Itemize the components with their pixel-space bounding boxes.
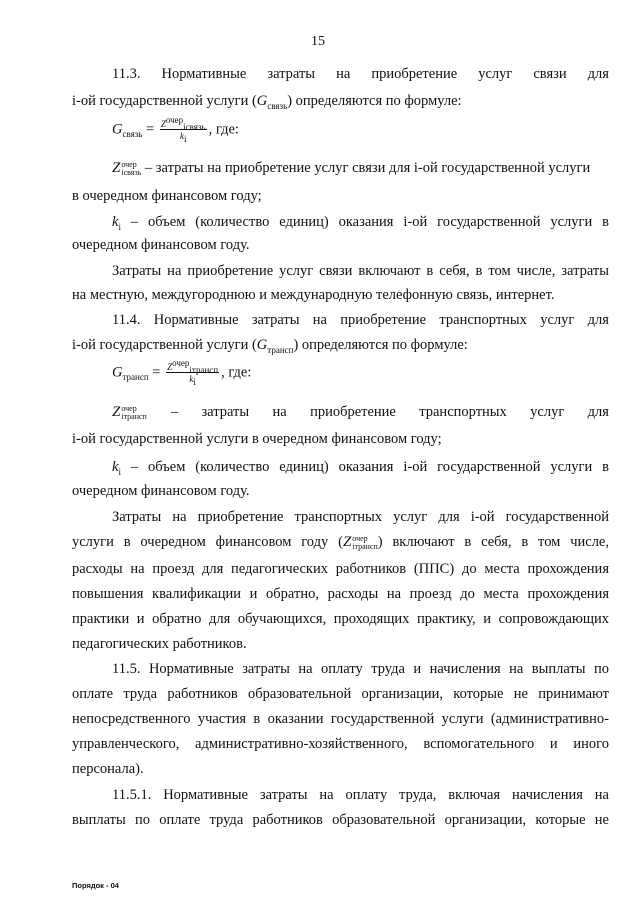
definition-z-svyaz: Z очер iсвязь – затраты на приобретение услуг связи для i-ой государственной услуги — [112, 159, 591, 177]
definition-z-transp-word: услуг — [530, 404, 565, 420]
definition-k-1-cont: очередном финансовом году. — [72, 237, 250, 253]
section-11-4-line-2: i-ой государственной услуги $(G_{трансп})$ определяются по формуле: — [72, 337, 468, 355]
section-11-3-heading-line — [112, 65, 609, 83]
transp-para-line-4: повышения квалификации и обратно, расходы на проезд до места прохождения — [72, 586, 609, 602]
transp-para-line-5: практики и обратно для обучающихся, проходящих практику, и сопровождающих — [72, 611, 609, 627]
section-11-4-heading-word: для — [587, 312, 609, 328]
formula-11-4-fraction: $\frac{Z^{очер}_{iтрансп}}{k_i}$ — [167, 358, 219, 387]
svyaz-includes-2: на местную, междугороднюю и международную телефонную связь, интернет. — [72, 287, 555, 303]
section-11-5-line-5: персонала). — [72, 761, 144, 777]
section-11-3-heading-word: услуг — [478, 66, 513, 82]
section-11-5-line-3: непосредственного участия в оказании государственной услуги (административно- — [72, 711, 609, 727]
section-11-4-heading-word: Нормативные — [153, 312, 239, 328]
transp-para-line-3: расходы на проезд для педагогических работников (ППС) до места прохождения — [72, 561, 609, 577]
section-11-5-line-1: 11.5. Нормативные затраты на оплату труда и начисления на выплаты по — [112, 661, 609, 677]
section-11-4-heading-word: приобретение — [340, 312, 427, 328]
formula-11-3: $G_{связь}$ = $\frac{Z^{очер}_{iсвязь}}{k_i}$ , где: — [112, 115, 239, 144]
section-11-3-line-2: i-ой государственной услуги $(G_{связь})$ определяются по формуле: — [72, 93, 462, 111]
section-11-3-heading-word: на — [336, 66, 351, 82]
transp-para-line-2: услуги в очередном финансовом году (Z очер iтрансп ) включают в себя, в том числе, — [72, 533, 609, 551]
footer-label: Порядок - 04 — [72, 881, 119, 890]
definition-z-transp-word: – — [170, 404, 179, 420]
definition-z-transp-word: на — [272, 404, 287, 420]
definition-z-svyaz-cont: в очередном финансовом году; — [72, 188, 262, 204]
transp-para-line-6: педагогических работников. — [72, 636, 247, 652]
section-11-5-line-4: управленческого, административно-хозяйственного, вспомогательного и иного — [72, 736, 609, 752]
section-11-4-heading-word: затраты — [251, 312, 300, 328]
section-11-5-1-line-1: 11.5.1. Нормативные затраты на оплату труда, включая начисления на — [112, 787, 609, 803]
definition-k-2: $k_i$ – объем (количество единиц) оказания i-ой государственной услуги в — [112, 459, 609, 477]
section-11-3-heading-word: для — [587, 66, 609, 82]
definition-z-transp-word: приобретение — [310, 404, 396, 420]
section-11-4-heading-word: 11.4. — [112, 312, 141, 328]
section-11-4-heading-line — [112, 311, 609, 329]
definition-z-transp: Z очер iтрансп – затраты на приобретение транспортных услуг для — [112, 403, 609, 421]
formula-11-3-fraction: $\frac{Z^{очер}_{iсвязь}}{k_i}$ — [160, 115, 206, 144]
section-11-4-heading-word: услуг — [540, 312, 575, 328]
page-number: 15 — [311, 34, 325, 49]
definition-z-transp-cont: i-ой государственной услуги в очередном финансовом году; — [72, 431, 442, 447]
definition-z-transp-word: транспортных — [419, 404, 507, 420]
formula-11-4: $G_{трансп}$ = $\frac{Z^{очер}_{iтрансп}}{k_i}$ , где: — [112, 358, 252, 387]
section-11-3-heading-word: 11.3. — [112, 66, 141, 82]
definition-z-transp-word: затраты — [201, 404, 250, 420]
transp-para-line-1: Затраты на приобретение транспортных услуг для i-ой государственной — [112, 509, 609, 525]
section-11-3-heading-word: Нормативные — [161, 66, 247, 82]
section-11-3-heading-word: связи — [533, 66, 567, 82]
section-11-3-heading-word: приобретение — [371, 66, 458, 82]
section-11-3-heading-word: затраты — [267, 66, 316, 82]
section-11-4-heading-word: транспортных — [439, 312, 527, 328]
section-11-5-1-line-2: выплаты по оплате труда работников образовательной организации, которые не — [72, 812, 609, 828]
svyaz-includes-1: Затраты на приобретение услуг связи включают в себя, в том числе, затраты — [112, 263, 609, 279]
definition-k-1: $k_i$ – объем (количество единиц) оказания i-ой государственной услуги в — [112, 214, 609, 232]
section-11-5-line-2: оплате труда работников образовательной организации, которые не принимают — [72, 686, 609, 702]
section-11-4-heading-word: на — [312, 312, 327, 328]
definition-z-transp-word: для — [587, 404, 609, 420]
definition-k-2-cont: очередном финансовом году. — [72, 483, 250, 499]
